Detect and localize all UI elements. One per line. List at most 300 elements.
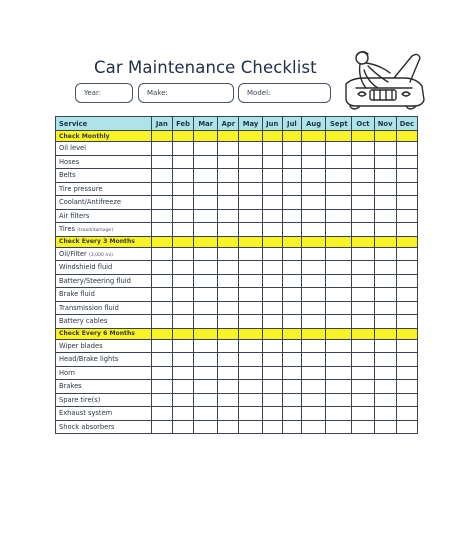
check-cell[interactable]	[282, 301, 301, 315]
check-cell[interactable]	[262, 420, 282, 434]
check-cell[interactable]	[151, 315, 172, 329]
check-cell[interactable]	[301, 339, 325, 353]
check-cell[interactable]	[282, 353, 301, 367]
service-label	[56, 142, 152, 156]
check-cell[interactable]	[218, 339, 239, 353]
check-cell[interactable]	[301, 196, 325, 210]
service-label	[56, 301, 152, 315]
check-cell[interactable]	[326, 380, 352, 394]
check-cell[interactable]	[194, 288, 218, 302]
section-cell	[151, 328, 172, 339]
check-cell[interactable]	[151, 209, 172, 223]
check-cell[interactable]	[396, 407, 417, 421]
check-cell[interactable]	[218, 301, 239, 315]
check-cell[interactable]	[172, 315, 193, 329]
check-cell[interactable]	[151, 142, 172, 156]
check-cell[interactable]	[262, 169, 282, 183]
check-cell[interactable]	[326, 420, 352, 434]
check-cell[interactable]	[194, 339, 218, 353]
section-cell	[239, 236, 262, 247]
check-cell[interactable]	[151, 155, 172, 169]
check-cell[interactable]	[396, 393, 417, 407]
check-cell[interactable]	[282, 223, 301, 237]
check-cell[interactable]	[194, 420, 218, 434]
check-cell[interactable]	[396, 366, 417, 380]
check-cell[interactable]	[326, 155, 352, 169]
check-cell[interactable]	[172, 366, 193, 380]
check-cell[interactable]	[352, 353, 374, 367]
check-cell[interactable]	[218, 407, 239, 421]
check-cell[interactable]	[282, 420, 301, 434]
check-cell[interactable]	[352, 155, 374, 169]
check-cell[interactable]	[172, 169, 193, 183]
check-cell[interactable]	[326, 196, 352, 210]
check-cell[interactable]	[301, 301, 325, 315]
check-cell[interactable]	[172, 261, 193, 275]
check-cell[interactable]	[262, 155, 282, 169]
check-cell[interactable]	[218, 315, 239, 329]
check-cell[interactable]	[352, 366, 374, 380]
check-cell[interactable]	[374, 182, 396, 196]
check-cell[interactable]	[218, 353, 239, 367]
check-cell[interactable]	[239, 169, 262, 183]
check-cell[interactable]	[301, 420, 325, 434]
check-cell[interactable]	[301, 380, 325, 394]
row-label: Battery cables	[59, 317, 108, 326]
check-cell[interactable]	[352, 393, 374, 407]
check-cell[interactable]	[151, 393, 172, 407]
check-cell[interactable]	[151, 339, 172, 353]
check-cell[interactable]	[326, 182, 352, 196]
check-cell[interactable]	[262, 261, 282, 275]
check-cell[interactable]	[326, 247, 352, 261]
check-cell[interactable]	[218, 366, 239, 380]
check-cell[interactable]	[301, 169, 325, 183]
check-cell[interactable]	[352, 182, 374, 196]
check-cell[interactable]	[352, 288, 374, 302]
check-cell[interactable]	[326, 209, 352, 223]
check-cell[interactable]	[194, 261, 218, 275]
check-cell[interactable]	[262, 223, 282, 237]
check-cell[interactable]	[194, 353, 218, 367]
section-cell	[352, 131, 374, 142]
check-cell[interactable]	[282, 315, 301, 329]
check-cell[interactable]	[396, 380, 417, 394]
month-header: Feb	[172, 117, 193, 131]
check-cell[interactable]	[352, 209, 374, 223]
month-header: Jun	[262, 117, 282, 131]
check-cell[interactable]	[151, 380, 172, 394]
model-field[interactable]	[238, 83, 331, 103]
check-cell[interactable]	[301, 209, 325, 223]
check-cell[interactable]	[172, 420, 193, 434]
section-cell	[151, 131, 172, 142]
check-cell[interactable]	[172, 288, 193, 302]
check-cell[interactable]	[352, 301, 374, 315]
check-cell[interactable]	[151, 169, 172, 183]
check-cell[interactable]	[301, 393, 325, 407]
check-cell[interactable]	[352, 274, 374, 288]
check-cell[interactable]	[374, 196, 396, 210]
check-cell[interactable]	[282, 288, 301, 302]
check-cell[interactable]	[172, 407, 193, 421]
check-cell[interactable]	[151, 366, 172, 380]
check-cell[interactable]	[282, 155, 301, 169]
check-cell[interactable]	[374, 142, 396, 156]
check-cell[interactable]	[326, 407, 352, 421]
check-cell[interactable]	[282, 274, 301, 288]
check-cell[interactable]	[301, 155, 325, 169]
service-label	[56, 169, 152, 183]
section-cell	[374, 328, 396, 339]
check-cell[interactable]	[374, 223, 396, 237]
section-cell	[301, 131, 325, 142]
row-label: Battery/Steering fluid	[59, 276, 131, 285]
check-cell[interactable]	[239, 393, 262, 407]
check-cell[interactable]	[239, 420, 262, 434]
check-cell[interactable]	[194, 169, 218, 183]
check-cell[interactable]	[239, 196, 262, 210]
service-label	[56, 223, 152, 237]
check-cell[interactable]	[194, 393, 218, 407]
check-cell[interactable]	[151, 196, 172, 210]
check-cell[interactable]	[326, 315, 352, 329]
check-cell[interactable]	[218, 182, 239, 196]
check-cell[interactable]	[282, 169, 301, 183]
check-cell[interactable]	[194, 155, 218, 169]
check-cell[interactable]	[282, 366, 301, 380]
check-cell[interactable]	[326, 142, 352, 156]
check-cell[interactable]	[282, 196, 301, 210]
check-cell[interactable]	[239, 366, 262, 380]
table-row	[56, 407, 418, 421]
month-header: May	[239, 117, 262, 131]
check-cell[interactable]	[396, 261, 417, 275]
check-cell[interactable]	[326, 261, 352, 275]
check-cell[interactable]	[396, 353, 417, 367]
check-cell[interactable]	[326, 288, 352, 302]
check-cell[interactable]	[326, 339, 352, 353]
check-cell[interactable]	[326, 366, 352, 380]
check-cell[interactable]	[194, 196, 218, 210]
check-cell[interactable]	[194, 209, 218, 223]
row-label: Windshield fluid	[59, 263, 113, 272]
check-cell[interactable]	[262, 142, 282, 156]
check-cell[interactable]	[194, 182, 218, 196]
check-cell[interactable]	[374, 274, 396, 288]
check-cell[interactable]	[239, 182, 262, 196]
check-cell[interactable]	[239, 223, 262, 237]
check-cell[interactable]	[172, 196, 193, 210]
check-cell[interactable]	[396, 339, 417, 353]
check-cell[interactable]	[262, 301, 282, 315]
service-label	[56, 315, 152, 329]
check-cell[interactable]	[239, 301, 262, 315]
check-cell[interactable]	[301, 247, 325, 261]
check-cell[interactable]	[282, 209, 301, 223]
check-cell[interactable]	[326, 274, 352, 288]
check-cell[interactable]	[282, 407, 301, 421]
check-cell[interactable]	[172, 142, 193, 156]
check-cell[interactable]	[326, 301, 352, 315]
check-cell[interactable]	[282, 247, 301, 261]
check-cell[interactable]	[352, 169, 374, 183]
check-cell[interactable]	[239, 142, 262, 156]
check-cell[interactable]	[262, 366, 282, 380]
row-label: Transmission fluid	[59, 303, 119, 312]
check-cell[interactable]	[151, 420, 172, 434]
check-cell[interactable]	[352, 380, 374, 394]
person-working-on-car-engine-icon	[336, 44, 428, 116]
check-cell[interactable]	[352, 339, 374, 353]
row-label: Hoses	[59, 157, 80, 166]
table-row	[56, 209, 418, 223]
table-row	[56, 366, 418, 380]
check-cell[interactable]	[218, 288, 239, 302]
check-cell[interactable]	[239, 315, 262, 329]
section-cell	[326, 236, 352, 247]
check-cell[interactable]	[262, 315, 282, 329]
check-cell[interactable]	[172, 209, 193, 223]
service-label	[56, 196, 152, 210]
check-cell[interactable]	[301, 353, 325, 367]
check-cell[interactable]	[151, 288, 172, 302]
check-cell[interactable]	[374, 407, 396, 421]
check-cell[interactable]	[282, 380, 301, 394]
section-cell	[326, 328, 352, 339]
check-cell[interactable]	[374, 353, 396, 367]
make-field[interactable]	[138, 83, 234, 103]
check-cell[interactable]	[374, 420, 396, 434]
check-cell[interactable]	[326, 353, 352, 367]
check-cell[interactable]	[374, 209, 396, 223]
check-cell[interactable]	[172, 301, 193, 315]
check-cell[interactable]	[172, 182, 193, 196]
check-cell[interactable]	[194, 301, 218, 315]
service-label	[56, 155, 152, 169]
check-cell[interactable]	[218, 274, 239, 288]
check-cell[interactable]	[194, 247, 218, 261]
check-cell[interactable]	[301, 274, 325, 288]
check-cell[interactable]	[172, 393, 193, 407]
service-label	[56, 339, 152, 353]
check-cell[interactable]	[396, 301, 417, 315]
check-cell[interactable]	[301, 366, 325, 380]
check-cell[interactable]	[396, 196, 417, 210]
month-header: Jul	[282, 117, 301, 131]
row-note: (3,000 mi)	[88, 252, 113, 258]
table-row	[56, 420, 418, 434]
check-cell[interactable]	[352, 142, 374, 156]
check-cell[interactable]	[262, 274, 282, 288]
check-cell[interactable]	[218, 196, 239, 210]
check-cell[interactable]	[396, 247, 417, 261]
service-label	[56, 247, 152, 261]
check-cell[interactable]	[374, 169, 396, 183]
check-cell[interactable]	[194, 274, 218, 288]
check-cell[interactable]	[374, 247, 396, 261]
check-cell[interactable]	[326, 169, 352, 183]
check-cell[interactable]	[301, 182, 325, 196]
check-cell[interactable]	[194, 407, 218, 421]
check-cell[interactable]	[239, 339, 262, 353]
check-cell[interactable]	[239, 209, 262, 223]
check-cell[interactable]	[239, 261, 262, 275]
month-header: Oct	[352, 117, 374, 131]
check-cell[interactable]	[218, 380, 239, 394]
check-cell[interactable]	[282, 182, 301, 196]
section-cell	[374, 236, 396, 247]
check-cell[interactable]	[352, 261, 374, 275]
section-cell	[172, 236, 193, 247]
check-cell[interactable]	[218, 223, 239, 237]
check-cell[interactable]	[172, 339, 193, 353]
section-row	[56, 131, 418, 142]
table-header-row	[56, 117, 418, 131]
row-label: Exhaust system	[59, 409, 113, 418]
section-label	[56, 328, 152, 339]
check-cell[interactable]	[239, 288, 262, 302]
check-cell[interactable]	[396, 315, 417, 329]
check-cell[interactable]	[396, 155, 417, 169]
check-cell[interactable]	[396, 142, 417, 156]
section-cell	[262, 236, 282, 247]
row-label: Oil level	[59, 144, 87, 153]
check-cell[interactable]	[374, 366, 396, 380]
check-cell[interactable]	[326, 223, 352, 237]
check-cell[interactable]	[172, 155, 193, 169]
section-cell	[218, 131, 239, 142]
check-cell[interactable]	[218, 420, 239, 434]
table-row	[56, 196, 418, 210]
check-cell[interactable]	[151, 261, 172, 275]
check-cell[interactable]	[218, 393, 239, 407]
check-cell[interactable]	[396, 223, 417, 237]
check-cell[interactable]	[262, 353, 282, 367]
check-cell[interactable]	[151, 182, 172, 196]
section-cell	[282, 236, 301, 247]
check-cell[interactable]	[374, 339, 396, 353]
check-cell[interactable]	[396, 182, 417, 196]
check-cell[interactable]	[151, 247, 172, 261]
check-cell[interactable]	[374, 393, 396, 407]
check-cell[interactable]	[326, 393, 352, 407]
check-cell[interactable]	[218, 155, 239, 169]
check-cell[interactable]	[374, 315, 396, 329]
check-cell[interactable]	[194, 223, 218, 237]
check-cell[interactable]	[218, 169, 239, 183]
check-cell[interactable]	[262, 209, 282, 223]
check-cell[interactable]	[352, 196, 374, 210]
service-label	[56, 380, 152, 394]
check-cell[interactable]	[396, 420, 417, 434]
check-cell[interactable]	[396, 274, 417, 288]
check-cell[interactable]	[262, 196, 282, 210]
check-cell[interactable]	[262, 393, 282, 407]
check-cell[interactable]	[172, 274, 193, 288]
check-cell[interactable]	[194, 380, 218, 394]
check-cell[interactable]	[374, 380, 396, 394]
check-cell[interactable]	[301, 261, 325, 275]
check-cell[interactable]	[262, 182, 282, 196]
check-cell[interactable]	[352, 315, 374, 329]
service-label	[56, 182, 152, 196]
check-cell[interactable]	[301, 315, 325, 329]
check-cell[interactable]	[262, 339, 282, 353]
check-cell[interactable]	[262, 407, 282, 421]
row-label: Tires	[59, 225, 75, 234]
check-cell[interactable]	[396, 209, 417, 223]
section-cell	[326, 131, 352, 142]
check-cell[interactable]	[301, 407, 325, 421]
check-cell[interactable]	[262, 380, 282, 394]
check-cell[interactable]	[239, 380, 262, 394]
page-title: Car Maintenance Checklist	[94, 58, 317, 77]
section-cell	[352, 236, 374, 247]
check-cell[interactable]	[218, 261, 239, 275]
check-cell[interactable]	[262, 247, 282, 261]
check-cell[interactable]	[172, 380, 193, 394]
check-cell[interactable]	[282, 339, 301, 353]
check-cell[interactable]	[172, 353, 193, 367]
check-cell[interactable]	[301, 288, 325, 302]
check-cell[interactable]	[239, 353, 262, 367]
check-cell[interactable]	[374, 261, 396, 275]
check-cell[interactable]	[301, 223, 325, 237]
check-cell[interactable]	[218, 209, 239, 223]
check-cell[interactable]	[194, 366, 218, 380]
year-field[interactable]	[75, 83, 133, 103]
row-label: Coolant/Antifreeze	[59, 198, 122, 207]
check-cell[interactable]	[239, 407, 262, 421]
check-cell[interactable]	[282, 393, 301, 407]
section-cell	[218, 236, 239, 247]
check-cell[interactable]	[194, 315, 218, 329]
check-cell[interactable]	[218, 247, 239, 261]
check-cell[interactable]	[396, 169, 417, 183]
check-cell[interactable]	[352, 247, 374, 261]
check-cell[interactable]	[374, 288, 396, 302]
check-cell[interactable]	[374, 301, 396, 315]
check-cell[interactable]	[151, 301, 172, 315]
check-cell[interactable]	[151, 274, 172, 288]
row-label: Spare tire(s)	[59, 395, 101, 404]
service-label	[56, 366, 152, 380]
check-cell[interactable]	[396, 288, 417, 302]
check-cell[interactable]	[352, 420, 374, 434]
service-label	[56, 209, 152, 223]
check-cell[interactable]	[301, 142, 325, 156]
check-cell[interactable]	[172, 247, 193, 261]
check-cell[interactable]	[218, 142, 239, 156]
check-cell[interactable]	[239, 247, 262, 261]
section-cell	[282, 328, 301, 339]
check-cell[interactable]	[352, 407, 374, 421]
check-cell[interactable]	[172, 223, 193, 237]
check-cell[interactable]	[262, 288, 282, 302]
check-cell[interactable]	[282, 261, 301, 275]
check-cell[interactable]	[151, 353, 172, 367]
check-cell[interactable]	[194, 142, 218, 156]
section-cell	[194, 328, 218, 339]
check-cell[interactable]	[151, 223, 172, 237]
check-cell[interactable]	[239, 155, 262, 169]
check-cell[interactable]	[151, 407, 172, 421]
check-cell[interactable]	[282, 142, 301, 156]
check-cell[interactable]	[239, 274, 262, 288]
check-cell[interactable]	[352, 223, 374, 237]
check-cell[interactable]	[374, 155, 396, 169]
